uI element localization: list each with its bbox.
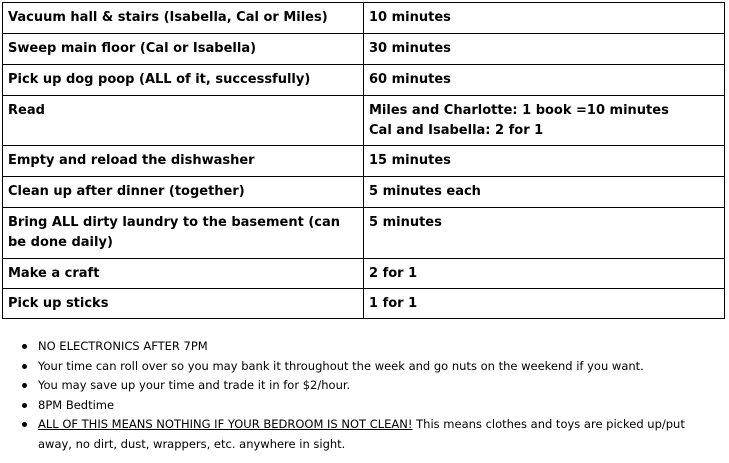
table-row [3,289,725,319]
list-item [38,396,722,416]
table-row [3,3,725,34]
table-row [3,96,725,146]
table-row [3,34,725,65]
reward-cell: 5 minutes [364,208,725,259]
task-cell: Sweep main floor (Cal or Isabella) [3,34,364,65]
reward-cell: 5 minutes each [364,177,725,208]
reward-cell: 60 minutes [364,65,725,96]
reward-cell: 10 minutes [364,3,725,34]
reward-line: Cal and Isabella: 2 for 1 [369,123,544,138]
task-cell: Make a craft [3,259,364,289]
chore-table [2,2,725,319]
bullet-icon [22,364,27,369]
task-cell: Vacuum hall & stairs (Isabella, Cal or Miles) [3,3,364,34]
task-cell: Read [3,96,364,146]
table-row [3,259,725,289]
table-row [3,177,725,208]
rule-text: You may save up your time and trade it in for $2/hour. [38,378,351,392]
reward-cell: 2 for 1 [364,259,725,289]
list-item [38,376,722,396]
rules-list [0,337,722,454]
rule-text: Your time can roll over so you may bank it throughout the week and go nuts on the weekend if you want. [38,358,644,373]
task-cell: Empty and reload the dishwasher [3,146,364,177]
list-item [38,357,722,377]
task-cell: Pick up dog poop (ALL of it, successfully) [3,65,364,96]
reward-cell: 30 minutes [364,34,725,65]
task-cell: Bring ALL dirty laundry to the basement (can be done daily) [3,208,364,259]
bullet-icon [22,422,27,427]
rule-text: NO ELECTRONICS AFTER 7PM [38,339,208,353]
reward-cell [364,96,725,146]
bullet-icon [22,403,27,408]
reward-cell: 1 for 1 [364,289,725,319]
table-row [3,208,725,259]
reward-line: Miles and Charlotte: 1 book =10 minutes [369,103,669,118]
bedroom-warning: ALL OF THIS MEANS NOTHING IF YOUR BEDROOM IS NOT CLEAN! [38,417,413,431]
rule-text: 8PM Bedtime [38,397,115,412]
list-item [38,415,722,454]
task-cell: Clean up after dinner (together) [3,177,364,208]
rule-text: This means clothes and toys are picked up/put away, no dirt, dust, wrappers, etc. anywhere in sight. [38,417,685,451]
bullet-icon [22,344,27,349]
task-cell: Pick up sticks [3,289,364,319]
reward-cell: 15 minutes [364,146,725,177]
table-row [3,65,725,96]
bullet-icon [22,383,27,388]
list-item [38,337,722,357]
table-row [3,146,725,177]
